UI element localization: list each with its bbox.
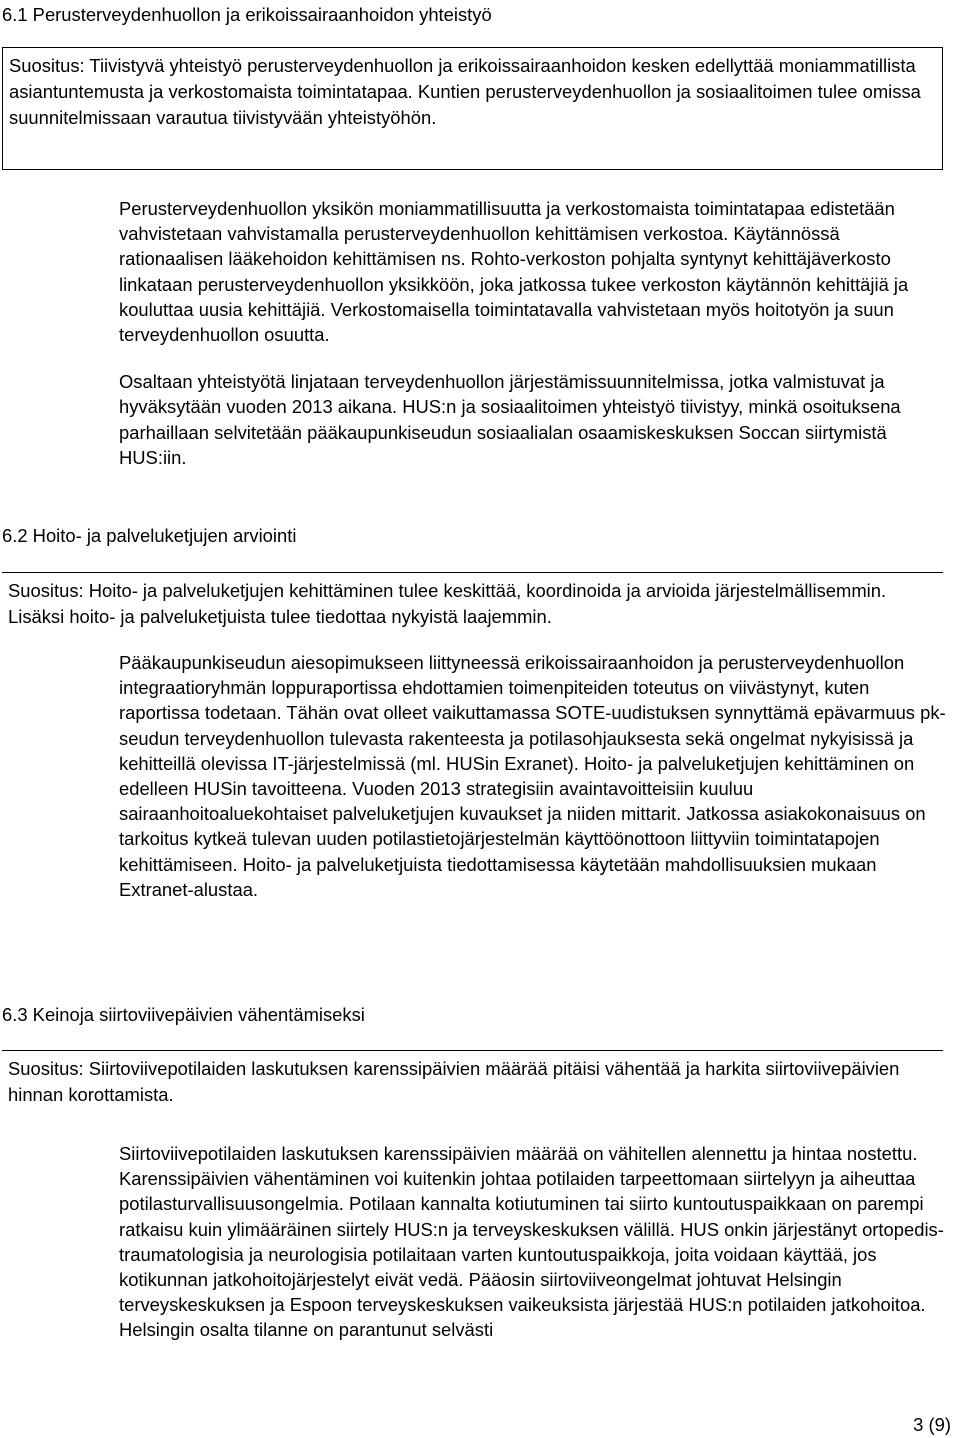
recommendation-box-6-2 bbox=[2, 572, 943, 628]
section-heading-6-2: 6.2 Hoito- ja palveluketjujen arviointi bbox=[2, 525, 297, 546]
page-number: 3 (9) bbox=[913, 1414, 951, 1435]
section-heading-6-3: 6.3 Keinoja siirtoviivepäivien vähentämiseksi bbox=[2, 1004, 365, 1025]
section-body-6-2 bbox=[119, 650, 949, 902]
recommendation-box-6-3 bbox=[2, 1050, 943, 1110]
section-heading-6-1: 6.1 Perusterveydenhuollon ja erikoissairaanhoidon yhteistyö bbox=[2, 4, 492, 25]
recommendation-text: Suositus: Siirtoviivepotilaiden laskutuksen karenssipäivien määrää pitäisi vähentää ja harkita siirtoviivepäivien hinnan korottamista. bbox=[8, 1058, 900, 1105]
body-paragraph: Siirtoviivepotilaiden laskutuksen karenssipäivien määrää on vähitellen alennettu ja hintaa nostettu. Karenssipäivien vähentäminen voi kuitenkin johtaa potilaiden tarpeettomaan siirtelyyn ja aiheuttaa potilasturvallisuusongelmia. Potilaan kannalta kotiutuminen tai siirto kuntoutuspaikkaan on parempi ratkaisu kuin ylimääräinen siirtely HUS:n ja terveyskeskuksen välillä. HUS onkin järjestänyt ortopedis-traumatologisia ja neurologisia potilaitaan varten kuntoutuspaikkoja, joita voidaan käyttää, jos kotikunnan jatkohoitojärjestelyt eivät vedä. Pääosin siirtoviiveongelmat johtuvat Helsingin terveyskeskuksen ja Espoon terveyskeskuksen vaikeuksista järjestää HUS:n potilaiden jatkohoitoa. Helsingin osalta tilanne on parantunut selvästi bbox=[119, 1143, 944, 1341]
section-body-6-1 bbox=[119, 196, 949, 470]
body-paragraph: Pääkaupunkiseudun aiesopimukseen liittyneessä erikoissairaanhoidon ja perusterveydenhuollon integraatioryhmän loppuraportissa ehdottamien toimenpiteiden toteutus on viivästynyt, kuten raportissa todetaan. Tähän ovat olleet vaikuttamassa SOTE-uudistuksen synnyttämä epävarmuus pk-seudun terveydenhuollon tulevasta rakenteesta ja potilasohjauksesta sekä ongelmat nykyisissä ja kehitteillä olevissa IT-järjestelmissä (ml. HUSin Exranet). Hoito- ja palveluketjujen kehittäminen on edelleen HUSin tavoitteena. Vuoden 2013 strategisiin avaintavoitteisiin kuuluu sairaanhoitoaluekohtaiset palveluketjujen kuvaukset ja niiden mittarit. Jatkossa asiakokonaisuus on tarkoitus kytkeä tulevan uuden potilastietojärjestelmän käyttöönottoon liittyviin toimintatapojen kehittämiseen. Hoito- ja palveluketjuista tiedottamisessa käytetään mahdollisuuksien mukaan Extranet-alustaa. bbox=[119, 652, 946, 900]
recommendation-box-6-1 bbox=[2, 47, 943, 170]
recommendation-text: Suositus: Tiivistyvä yhteistyö perusterveydenhuollon ja erikoissairaanhoidon kesken edellyttää moniammatillista asiantuntemusta ja verkostomaista toimintatapaa. Kuntien perusterveydenhuollon ja sosiaalitoimen tulee omissa suunnitelmissaan varautua tiivistyvään yhteistyöhön. bbox=[9, 55, 921, 128]
recommendation-text: Suositus: Hoito- ja palveluketjujen kehittäminen tulee keskittää, koordinoida ja arvioida järjestelmällisemmin. Lisäksi hoito- ja palveluketjuista tulee tiedottaa nykyistä laajemmin. bbox=[8, 580, 887, 627]
body-paragraph: Perusterveydenhuollon yksikön moniammatillisuutta ja verkostomaista toimintatapaa edistetään vahvistetaan vahvistamalla perusterveydenhuollon kehittämisen verkostoa. Käytännössä rationaalisen lääkehoidon kehittämisen ns. Rohto-verkoston pohjalta syntynyt kehittäjäverkosto linkataan perusterveydenhuollon yksikköön, joka jatkossa tukee verkoston käytännön kehittäjiä ja kouluttaa uusia kehittäjiä. Verkostomaisella toimintatavalla vahvistetaan myös hoitotyön ja suun terveydenhuollon osuutta. bbox=[119, 198, 909, 346]
body-paragraph: Osaltaan yhteistyötä linjataan terveydenhuollon järjestämissuunnitelmissa, jotka valmistuvat ja hyväksytään vuoden 2013 aikana. HUS:n ja sosiaalitoimen yhteistyö tiivistyy, minkä osoituksena parhaillaan selvitetään pääkaupunkiseudun sosiaalialan osaamiskeskuksen Soccan siirtymistä HUS:iin. bbox=[119, 371, 901, 468]
section-body-6-3 bbox=[119, 1141, 949, 1343]
